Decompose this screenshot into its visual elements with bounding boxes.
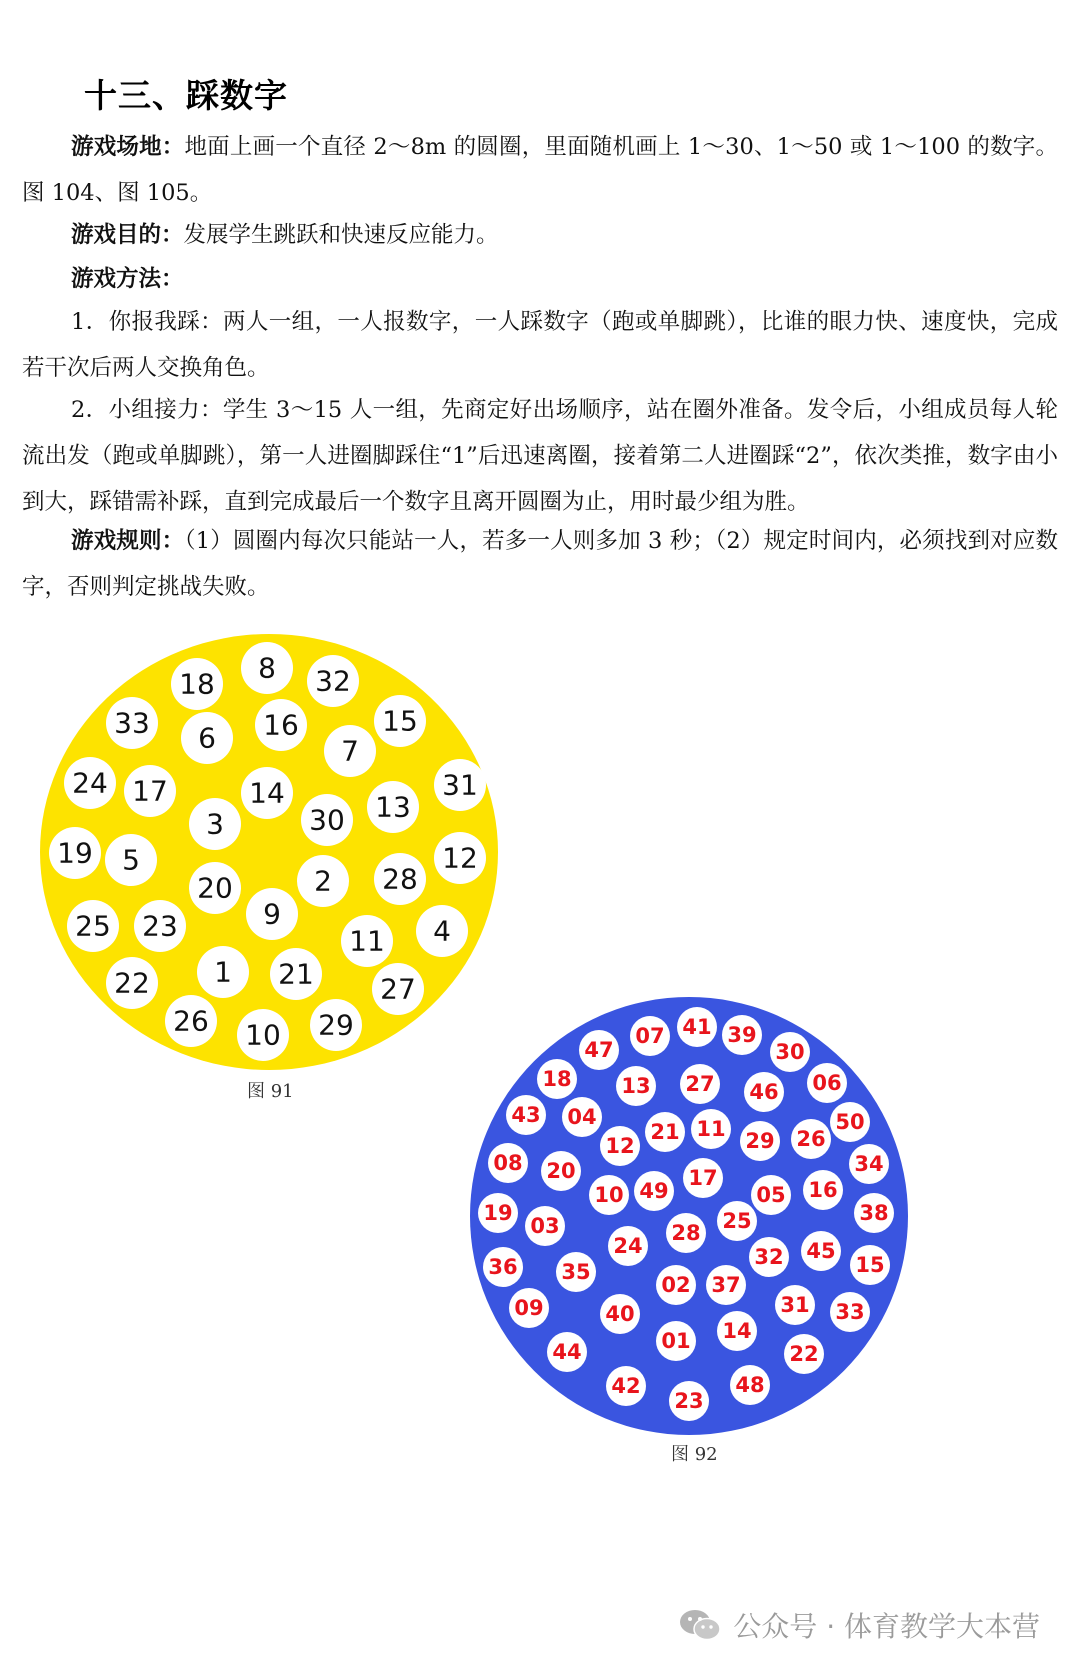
- number-spot: [722, 1015, 762, 1055]
- number-spot: [270, 948, 322, 1000]
- number-spot: [677, 1007, 717, 1047]
- number-spot-label: 10: [245, 1018, 281, 1052]
- number-spot: [525, 1206, 565, 1246]
- method-1-paragraph: 1．你报我踩：两人一组，一人报数字，一人踩数字（跑或单脚跳），比谁的眼力快、速度快，完成若干次后两人交换角色。: [22, 309, 1058, 381]
- number-spot: [801, 1231, 841, 1271]
- number-spot: [106, 697, 158, 749]
- number-spot: [171, 658, 223, 710]
- number-spot-label: 40: [605, 1302, 635, 1326]
- number-spot-label: 23: [674, 1389, 704, 1413]
- number-spot-label: 2: [314, 864, 332, 898]
- number-spot-label: 28: [382, 862, 418, 896]
- number-spot-label: 09: [514, 1296, 544, 1320]
- number-spot-label: 17: [688, 1166, 718, 1190]
- number-spot: [237, 1009, 289, 1061]
- number-spot: [537, 1059, 577, 1099]
- number-spot-label: 16: [263, 708, 299, 742]
- number-spot: [630, 1016, 670, 1056]
- number-spot: [751, 1175, 791, 1215]
- number-spot-label: 29: [318, 1008, 354, 1042]
- number-spot: [341, 915, 393, 967]
- number-spot: [106, 957, 158, 1009]
- number-spot-label: 45: [806, 1239, 836, 1263]
- number-spot: [830, 1292, 870, 1332]
- number-spot: [297, 855, 349, 907]
- purpose-label: 游戏目的：: [71, 222, 184, 248]
- number-spot: [165, 995, 217, 1047]
- number-spot: [717, 1311, 757, 1351]
- venue-paragraph: [22, 124, 1058, 216]
- number-spot: [246, 888, 298, 940]
- number-spot-label: 4: [433, 914, 451, 948]
- number-spot: [189, 798, 241, 850]
- number-spot: [67, 900, 119, 952]
- number-spot-label: 28: [671, 1221, 701, 1245]
- figure-92-number-circle: [468, 995, 910, 1437]
- number-spot: [189, 862, 241, 914]
- number-spot-label: 27: [685, 1072, 715, 1096]
- number-spot-label: 14: [722, 1319, 752, 1343]
- number-spot-label: 50: [835, 1110, 865, 1134]
- number-spot-label: 3: [206, 807, 224, 841]
- number-spot-label: 19: [57, 836, 93, 870]
- number-spot: [854, 1193, 894, 1233]
- number-spot-label: 49: [639, 1179, 669, 1203]
- number-spot: [749, 1237, 789, 1277]
- number-spot: [634, 1171, 674, 1211]
- number-spot: [307, 655, 359, 707]
- number-spot: [791, 1119, 831, 1159]
- number-spot-label: 41: [682, 1015, 712, 1039]
- number-spot: [301, 794, 353, 846]
- number-spot: [770, 1032, 810, 1072]
- number-spot-label: 17: [132, 774, 168, 808]
- number-spot-label: 01: [661, 1329, 691, 1353]
- number-spot: [656, 1321, 696, 1361]
- method-label: 游戏方法：: [71, 266, 184, 292]
- number-spot: [416, 905, 468, 957]
- number-spot-label: 06: [812, 1071, 842, 1095]
- number-spot-label: 20: [197, 871, 233, 905]
- number-spot-label: 07: [635, 1024, 665, 1048]
- number-spot: [645, 1112, 685, 1152]
- number-spot-label: 24: [72, 766, 108, 800]
- number-spot-label: 8: [258, 651, 276, 685]
- number-spot-label: 14: [249, 776, 285, 810]
- number-spot-label: 33: [114, 706, 150, 740]
- number-spot: [562, 1097, 602, 1137]
- number-spot: [134, 900, 186, 952]
- number-spot-label: 36: [488, 1255, 518, 1279]
- number-spot-label: 02: [661, 1273, 691, 1297]
- number-spot-label: 43: [511, 1103, 541, 1127]
- number-spot: [434, 832, 486, 884]
- number-spot: [541, 1151, 581, 1191]
- number-spot-label: 6: [198, 721, 216, 755]
- number-spot-label: 18: [179, 667, 215, 701]
- number-spot-label: 26: [796, 1127, 826, 1151]
- number-spot-label: 32: [315, 664, 351, 698]
- number-spot: [367, 781, 419, 833]
- number-spot: [616, 1066, 656, 1106]
- number-spot: [579, 1030, 619, 1070]
- number-spot-label: 12: [442, 841, 478, 875]
- number-spot-label: 21: [278, 957, 314, 991]
- number-spot: [181, 712, 233, 764]
- number-spot-label: 08: [493, 1151, 523, 1175]
- number-spot-label: 9: [263, 897, 281, 931]
- number-spot-label: 18: [542, 1067, 572, 1091]
- number-spot: [547, 1332, 587, 1372]
- number-spot-label: 10: [594, 1183, 624, 1207]
- number-spot-label: 23: [142, 909, 178, 943]
- number-spot: [850, 1245, 890, 1285]
- number-spot: [849, 1144, 889, 1184]
- number-spot: [784, 1334, 824, 1374]
- number-spot-label: 20: [546, 1159, 576, 1183]
- number-spot-label: 11: [696, 1117, 726, 1141]
- number-spot: [374, 695, 426, 747]
- number-spot-label: 31: [442, 768, 478, 802]
- number-spot: [372, 963, 424, 1015]
- venue-text: 地面上画一个直径 2～8m 的圆圈，里面随机画上 1～30、1～50 或 1～100 的数字。图 104、图 105。: [22, 134, 1058, 206]
- number-spot-label: 27: [380, 972, 416, 1006]
- number-spot: [64, 757, 116, 809]
- number-spot: [669, 1381, 709, 1421]
- number-spot: [600, 1126, 640, 1166]
- purpose-paragraph: [22, 212, 1058, 258]
- number-spot-label: 38: [859, 1201, 889, 1225]
- number-spot-label: 7: [341, 734, 359, 768]
- number-spot: [374, 853, 426, 905]
- number-spot: [589, 1175, 629, 1215]
- number-spot: [706, 1265, 746, 1305]
- number-spot-label: 26: [173, 1004, 209, 1038]
- number-spot-label: 30: [775, 1040, 805, 1064]
- number-spot-label: 22: [789, 1342, 819, 1366]
- number-spot-label: 30: [309, 803, 345, 837]
- number-spot: [255, 699, 307, 751]
- number-spot: [775, 1285, 815, 1325]
- number-spot-label: 03: [530, 1214, 560, 1238]
- number-spot: [241, 642, 293, 694]
- number-spot: [606, 1366, 646, 1406]
- number-spot-label: 46: [749, 1080, 779, 1104]
- number-spot: [740, 1121, 780, 1161]
- purpose-text: 发展学生跳跃和快速反应能力。: [183, 222, 499, 248]
- number-spot-label: 31: [780, 1293, 810, 1317]
- number-spot: [483, 1247, 523, 1287]
- number-spot-label: 29: [745, 1129, 775, 1153]
- number-spot-label: 22: [114, 966, 150, 1000]
- number-spot: [49, 827, 101, 879]
- number-spot-label: 33: [835, 1300, 865, 1324]
- number-spot: [488, 1143, 528, 1183]
- venue-label: 游戏场地：: [71, 134, 185, 160]
- number-spot-label: 24: [613, 1234, 643, 1258]
- wechat-icon: [679, 1608, 721, 1642]
- number-spot: [803, 1170, 843, 1210]
- number-spot-label: 11: [349, 924, 385, 958]
- number-spot: [105, 834, 157, 886]
- number-spot-label: 13: [621, 1074, 651, 1098]
- number-spot-label: 19: [483, 1201, 513, 1225]
- number-spot: [434, 759, 486, 811]
- figure-91-number-circle: [40, 634, 500, 1074]
- number-spot: [830, 1102, 870, 1142]
- number-spot-label: 16: [808, 1178, 838, 1202]
- number-spot-label: 21: [650, 1120, 680, 1144]
- number-spot: [683, 1158, 723, 1198]
- number-spot-label: 35: [561, 1260, 591, 1284]
- figure-92-caption: 图 92: [671, 1444, 718, 1465]
- number-spot-label: 34: [854, 1152, 884, 1176]
- number-spot: [506, 1095, 546, 1135]
- number-spot: [730, 1365, 770, 1405]
- number-spot-label: 05: [756, 1183, 786, 1207]
- number-spot: [807, 1063, 847, 1103]
- number-spot: [241, 767, 293, 819]
- number-spot: [197, 946, 249, 998]
- method-heading: [22, 256, 1058, 302]
- number-spot: [310, 999, 362, 1051]
- number-spot-label: 47: [584, 1038, 614, 1062]
- number-spot-label: 44: [552, 1340, 582, 1364]
- section-title: 十三、踩数字: [84, 76, 288, 115]
- number-spot: [600, 1294, 640, 1334]
- number-spot: [656, 1265, 696, 1305]
- number-spot: [691, 1109, 731, 1149]
- number-spot-label: 32: [754, 1245, 784, 1269]
- number-spot: [478, 1193, 518, 1233]
- number-spot-label: 39: [727, 1023, 757, 1047]
- number-spot-label: 15: [382, 704, 418, 738]
- number-spot-label: 13: [375, 790, 411, 824]
- number-spot: [717, 1201, 757, 1241]
- watermark-text: 公众号 · 体育教学大本营: [733, 1610, 1040, 1643]
- number-spot: [666, 1213, 706, 1253]
- number-spot-label: 5: [122, 843, 140, 877]
- number-spot-label: 37: [711, 1273, 741, 1297]
- number-spot: [744, 1072, 784, 1112]
- number-spot-label: 1: [214, 955, 232, 989]
- figure-91-caption: 图 91: [247, 1081, 294, 1102]
- method-2-paragraph: 2．小组接力：学生 3～15 人一组，先商定好出场顺序，站在圈外准备。发令后，小组成员每人轮流出发（跑或单脚跳），第一人进圈脚踩住“1”后迅速离圈，接着第二人进圈踩“2”，依次类推，数字由小到大，踩错需补踩，直到完成最后一个数字且离开圆圈为止，用时最少组为胜。: [22, 397, 1058, 515]
- number-spot-label: 48: [735, 1373, 765, 1397]
- rules-text: （1）圆圈内每次只能站一人，若多一人则多加 3 秒；（2）规定时间内，必须找到对应数字，否则判定挑战失败。: [22, 528, 1058, 600]
- number-spot-label: 42: [611, 1374, 641, 1398]
- number-spot-label: 15: [855, 1253, 885, 1277]
- number-spot: [124, 765, 176, 817]
- number-spot: [680, 1064, 720, 1104]
- number-spot-label: 25: [722, 1209, 752, 1233]
- rules-label: 游戏规则：: [71, 528, 185, 554]
- number-spot-label: 04: [567, 1105, 597, 1129]
- number-spot-label: 25: [75, 909, 111, 943]
- number-spot-label: 12: [605, 1134, 635, 1158]
- number-spot: [509, 1288, 549, 1328]
- watermark: [679, 1605, 1040, 1645]
- number-spot: [608, 1226, 648, 1266]
- rules-paragraph: [22, 518, 1058, 610]
- number-spot: [324, 725, 376, 777]
- number-spot: [556, 1252, 596, 1292]
